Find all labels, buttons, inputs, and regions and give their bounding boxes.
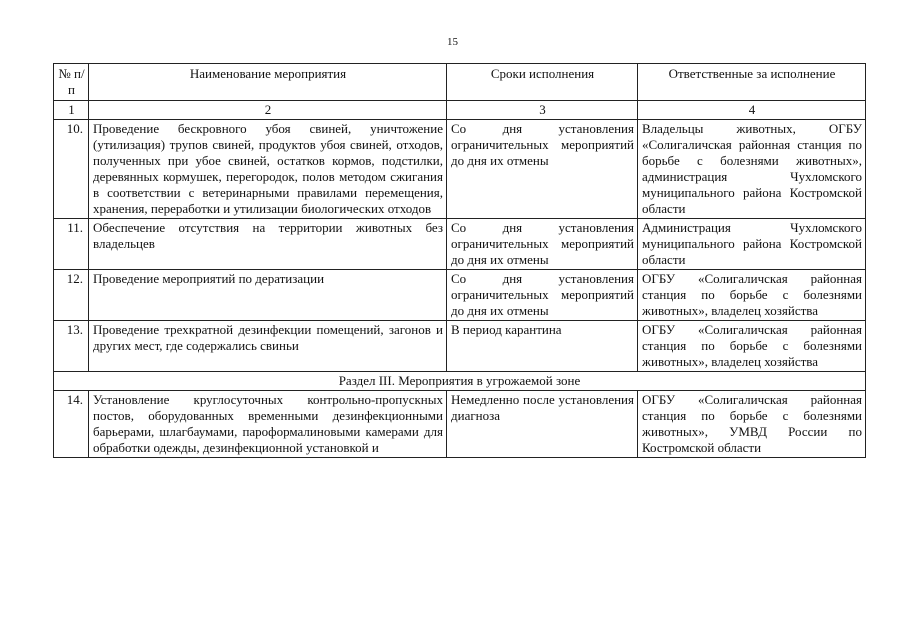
header-num: № п/п: [54, 64, 89, 101]
header-responsible: Ответственные за исполнение: [638, 64, 866, 101]
measure-deadline: Со дня установления ограничительных мероприятий до дня их отмены: [447, 270, 638, 321]
measure-name: Проведение мероприятий по дератизации: [89, 270, 447, 321]
measure-deadline: Со дня установления ограничительных мероприятий до дня их отмены: [447, 219, 638, 270]
row-number: 10.: [54, 120, 89, 219]
row-number: 14.: [54, 391, 89, 458]
column-number: 2: [89, 101, 447, 120]
measure-deadline: Со дня установления ограничительных мероприятий до дня их отмены: [447, 120, 638, 219]
measure-name: Обеспечение отсутствия на территории животных без владельцев: [89, 219, 447, 270]
measure-name: Установление круглосуточных контрольно-пропускных постов, оборудованных временными дезинфекционными барьерами, шлагбаумами, пароформалиновыми камерами для обработки одежды, дезинфекционной установкой и: [89, 391, 447, 458]
row-number: 12.: [54, 270, 89, 321]
measure-deadline: В период карантина: [447, 321, 638, 372]
header-name: Наименование мероприятия: [89, 64, 447, 101]
column-number: 3: [447, 101, 638, 120]
header-deadline: Сроки исполнения: [447, 64, 638, 101]
table-row: [54, 321, 866, 372]
measure-deadline: Немедленно после установления диагноза: [447, 391, 638, 458]
row-number: 11.: [54, 219, 89, 270]
column-number: 4: [638, 101, 866, 120]
row-number: 13.: [54, 321, 89, 372]
table-row: [54, 120, 866, 219]
table-row: [54, 270, 866, 321]
measure-responsible: ОГБУ «Солигаличская районная станция по борьбе с болезнями животных», владелец хозяйства: [638, 270, 866, 321]
table-row: [54, 391, 866, 458]
measure-name: Проведение бескровного убоя свиней, уничтожение (утилизация) трупов свиней, продуктов убоя свиней, отходов, полученных при убое свиней, остатков кормов, подстилки, деревянных кормушек, перегородок, полов методом сжигания в соответствии с ветеринарными правилами перемещения, хранения, переработки и утилизации биологических отходов: [89, 120, 447, 219]
measure-responsible: Владельцы животных, ОГБУ «Солигаличская районная станция по борьбе с болезнями животных», администрация Чухломского муниципального района Костромской области: [638, 120, 866, 219]
measures-table: [53, 63, 866, 458]
measure-responsible: ОГБУ «Солигаличская районная станция по борьбе с болезнями животных», УМВД России по Костромской области: [638, 391, 866, 458]
column-number-row: [54, 101, 866, 120]
column-number: 1: [54, 101, 89, 120]
page-number: 15: [447, 36, 458, 48]
header-row: [54, 64, 866, 101]
measure-responsible: Администрация Чухломского муниципального района Костромской области: [638, 219, 866, 270]
table-row: [54, 219, 866, 270]
measure-name: Проведение трехкратной дезинфекции помещений, загонов и других мест, где содержались свиньи: [89, 321, 447, 372]
measure-responsible: ОГБУ «Солигаличская районная станция по борьбе с болезнями животных», владелец хозяйства: [638, 321, 866, 372]
section-title: Раздел III. Мероприятия в угрожаемой зоне: [54, 372, 866, 391]
section-row: [54, 372, 866, 391]
